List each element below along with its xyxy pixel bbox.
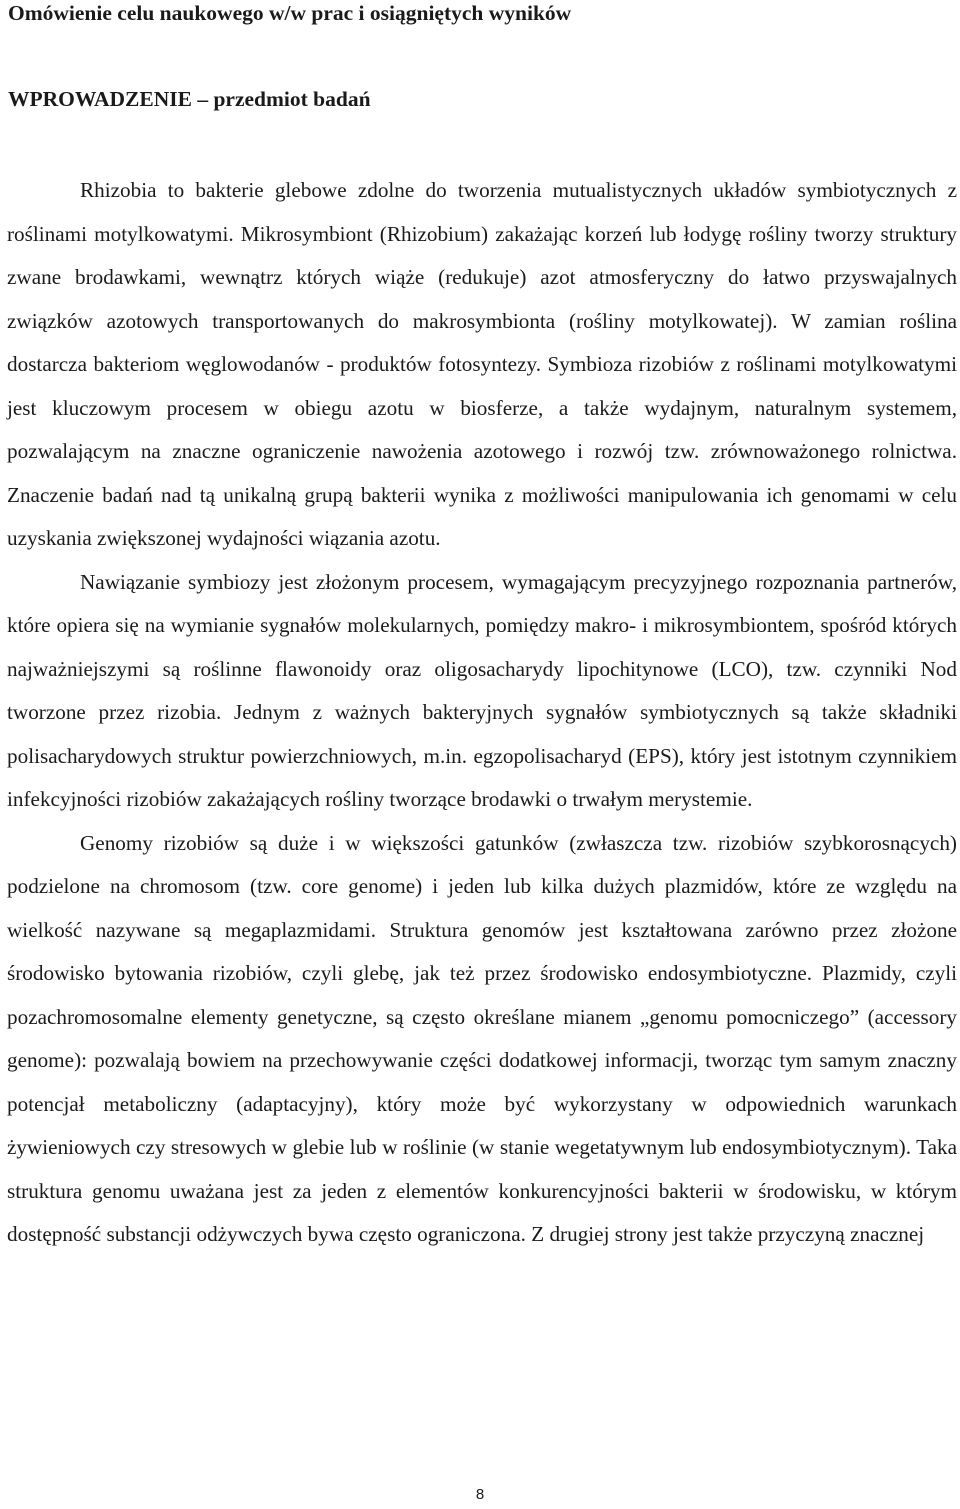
body-text xyxy=(7,169,957,1257)
page-number: 8 xyxy=(475,1486,485,1503)
paragraph-symbiosis: Nawiązanie symbiozy jest złożonym procesem, wymagającym precyzyjnego rozpoznania partnerów, które opiera się na wymianie sygnałów molekularnych, pomiędzy makro- i mikrosymbiontem, spośród których najważniejszymi są roślinne flawonoidy oraz oligosacharydy lipochitynowe (LCO), tzw. czynniki Nod tworzone przez rizobia. Jednym z ważnych bakteryjnych sygnałów symbiotycznych są także składniki polisacharydowych struktur powierzchniowych, m.in. egzopolisacharyd (EPS), który jest istotnym czynnikiem infekcyjności rizobiów zakażających rośliny tworzące brodawki o trwałym merystemie. xyxy=(7,569,957,811)
paragraph-introduction: Rhizobia to bakterie glebowe zdolne do tworzenia mutualistycznych układów symbiotycznych z roślinami motylkowatymi. Mikrosymbiont (Rhizobium) zakażając korzeń lub łodygę rośliny tworzy struktury zwane brodawkami, wewnątrz których wiąże (redukuje) azot atmosferyczny do łatwo przyswajalnych związków azotowych transportowanych do makrosymbionta (rośliny motylkowatej). W zamian roślina dostarcza bakteriom węglowodanów - produktów fotosyntezy. Symbioza rizobiów z roślinami motylkowatymi jest kluczowym procesem w obiegu azotu w biosferze, a także wydajnym, naturalnym systemem, pozwalającym na znaczne ograniczenie nawożenia azotowego i rozwój tzw. zrównoważonego rolnictwa. Znaczenie badań nad tą unikalną grupą bakterii wynika z możliwości manipulowania ich genomami w celu uzyskania zwiększonej wydajności wiązania azotu. xyxy=(7,178,957,550)
paragraph-genomes: Genomy rizobiów są duże i w większości gatunków (zwłaszcza tzw. rizobiów szybkorosnących) podzielone na chromosom (tzw. core genome) i jeden lub kilka dużych plazmidów, które ze względu na wielkość nazywane są megaplazmidami. Struktura genomów jest kształtowana zarówno przez złożone środowisko bytowania rizobiów, czyli glebę, jak też przez środowisko endosymbiotyczne. Plazmidy, czyli pozachromosomalne elementy genetyczne, są często określane mianem „genomu pomocniczego” (accessory genome): pozwalają bowiem na przechowywanie części dodatkowej informacji, tworząc tym samym znaczny potencjał metaboliczny (adaptacyjny), który może być wykorzystany w odpowiednich warunkach żywieniowych czy stresowych w glebie lub w roślinie (w stanie wegetatywnym lub endosymbiotycznym). Taka struktura genomu uważana jest za jeden z elementów konkurencyjności bakterii w środowisku, w którym dostępność substancji odżywczych bywa często ograniczona. Z drugiej strony jest także przyczyną znacznej xyxy=(7,830,957,1246)
section-heading: WPROWADZENIE – przedmiot badań xyxy=(8,87,371,111)
page-title: Omówienie celu naukowego w/w prac i osiągniętych wyników xyxy=(8,1,572,25)
